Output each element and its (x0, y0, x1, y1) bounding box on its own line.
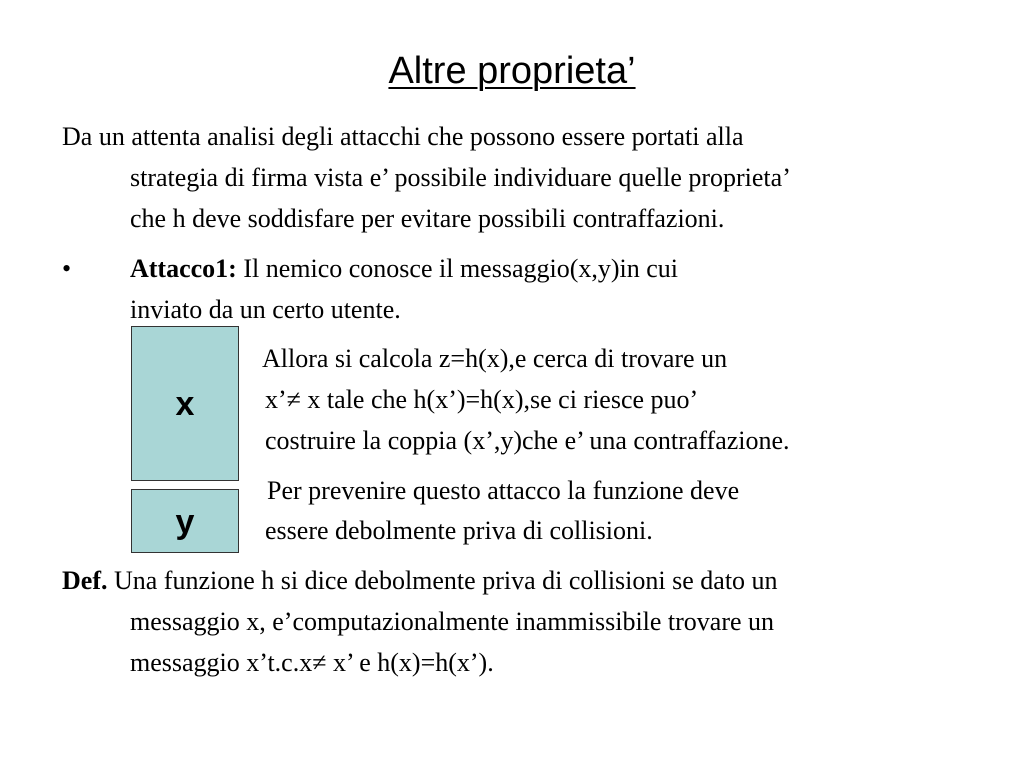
intro-line-2: strategia di firma vista e’ possibile individuare quelle proprieta’ (130, 163, 791, 192)
attack-line-1 (130, 248, 678, 289)
bullet-marker: • (62, 254, 72, 283)
intro-line-3: che h deve soddisfare per evitare possibili contraffazioni. (130, 204, 725, 233)
then-line-1: Allora si calcola z=h(x),e cerca di trovare un (262, 344, 728, 373)
then-line-2: x’≠ x tale che h(x’)=h(x),se ci riesce puo’ (265, 385, 699, 414)
attack-text: Il nemico conosce il messaggio(x,y)in cui (243, 254, 679, 283)
attack-line-2: inviato da un certo utente. (130, 295, 401, 324)
def-line-2: messaggio x, e’computazionalmente inammissibile trovare un (130, 607, 775, 636)
def-line-3: messaggio x’t.c.x≠ x’ e h(x)=h(x’). (130, 648, 494, 677)
def-label: Def. (62, 566, 108, 595)
slide-title: Altre proprieta’ (388, 50, 636, 92)
intro-line-1: Da un attenta analisi degli attacchi che possono essere portati alla (62, 122, 744, 151)
prevent-line-2: essere debolmente priva di collisioni. (265, 516, 653, 545)
box-y: y (131, 489, 239, 553)
def-text: Una funzione h si dice debolmente priva di collisioni se dato un (113, 566, 778, 595)
attack-label: Attacco1: (130, 254, 237, 283)
then-line-3: costruire la coppia (x’,y)che e’ una contraffazione. (265, 426, 790, 455)
box-x: x (131, 326, 239, 481)
prevent-line-1: Per prevenire questo attacco la funzione deve (267, 476, 740, 505)
def-line-1 (62, 560, 778, 601)
